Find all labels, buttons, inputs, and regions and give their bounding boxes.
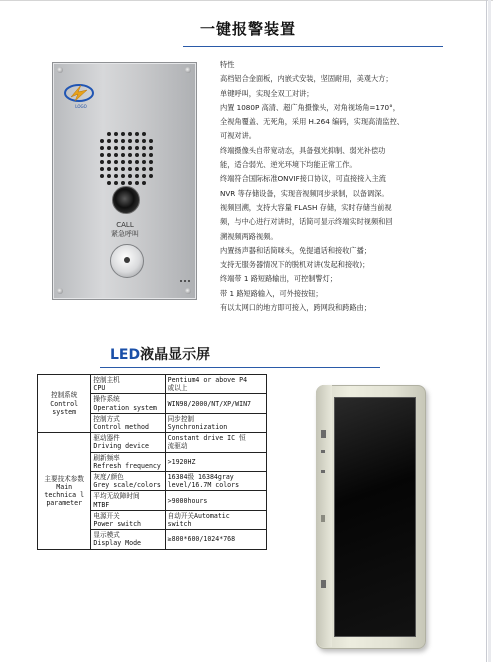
port-icon [321, 430, 326, 438]
port-icon [321, 470, 325, 473]
feature-line: 内置扬声器和话简咪头，免提通话和接收广播； [220, 245, 371, 255]
feature-list [220, 58, 482, 315]
led-heading-cn: 液晶显示屏 [140, 347, 211, 363]
features-heading: 特性 [220, 60, 235, 69]
feature-line: 可视对讲。 [220, 131, 256, 141]
table-row [38, 375, 267, 394]
led-heading-en: LED [110, 347, 141, 363]
call-label [105, 221, 145, 239]
alarm-device-image [52, 62, 197, 300]
feature-line: 终端带 1 路短路输出，可控制警灯； [220, 274, 337, 284]
spec-param: 刷新频率 Refresh frequency [91, 452, 165, 471]
spec-param: 操作系统 Operation system [91, 394, 165, 413]
spec-value: 自动开关Automatic switch [165, 510, 266, 529]
spec-value: 16384级 16384gray level/16.7M colors [165, 472, 266, 491]
spec-param: 灰度/颜色 Grey scale/colors [91, 472, 165, 491]
call-label-en: CALL [116, 221, 134, 229]
spec-param: 驱动器件 Driving device [91, 433, 165, 452]
title-underline [183, 46, 443, 47]
screw-icon [57, 67, 63, 73]
speaker-grille [91, 123, 161, 193]
spec-value: WIN98/2000/NT/XP/WIN7 [165, 394, 266, 413]
call-label-cn: 紧急呼叫 [111, 230, 139, 238]
port-icon [321, 580, 326, 588]
feature-line: 带 1 路短路输入，可外接按钮； [220, 288, 323, 298]
port-icon [321, 515, 325, 522]
camera-lens-icon [112, 186, 140, 214]
feature-line: 高档铝合金面板，内嵌式安装，坚固耐用，美观大方； [220, 74, 393, 84]
spec-param: 控制方式 Control method [91, 413, 165, 432]
spec-param: 平均无故障时间 MTBF [91, 491, 165, 510]
led-heading-underline [100, 367, 380, 368]
indicator-dots [180, 267, 194, 271]
feature-line: 终端摄像头自带宽动态，具备强光抑制、弱光补偿功 [220, 145, 386, 155]
spec-value: >1920HZ [165, 452, 266, 471]
spec-value: >9000hours [165, 491, 266, 510]
feature-line: 终端符合国际标准ONVIF接口协议，可直接接入主流 [220, 174, 386, 184]
feature-line: NVR 等存储设备，实现音视频同步录制，以备调深。 [220, 188, 389, 198]
spec-table [37, 374, 267, 550]
call-button-center [124, 257, 130, 263]
feature-line: 单键呼叫，实现全双工对讲； [220, 88, 314, 98]
feature-line: 溯视频两路视频。 [220, 231, 278, 241]
brand-logo-text: LOGO [75, 104, 87, 109]
screw-icon [185, 288, 191, 294]
feature-line: 能，适合弱光、逆光环境下均能正常工作。 [220, 160, 357, 170]
feature-line: 视频回溯，支持大容量 FLASH 存储，实时存储当前视 [220, 202, 392, 212]
feature-line: 支持无服务器情况下的脱机对讲(发起和接收)； [220, 260, 370, 270]
feature-line: 全视角覆盖、无死角，采用 H.264 编码，实现高清监控、 [220, 117, 404, 127]
brand-logo-icon [63, 81, 95, 103]
feature-line: 频，与中心进行对讲时，话简可显示终端实时视频和回 [220, 217, 393, 227]
led-screen [334, 397, 416, 637]
spec-param: 控制主机 CPU [91, 375, 165, 394]
screw-icon [185, 67, 191, 73]
spec-param: 电源开关 Power switch [91, 510, 165, 529]
table-row [38, 433, 267, 452]
call-button [110, 244, 144, 278]
spec-param: 显示模式 Display Mode [91, 530, 165, 549]
screw-icon [57, 288, 63, 294]
spec-group-control: 控制系统 Control system [38, 375, 91, 433]
led-section-heading [110, 344, 210, 364]
right-border [488, 0, 491, 662]
feature-line: 有以太网口的地方即可接入，跨网段和跨路由； [220, 303, 371, 313]
top-border [0, 0, 493, 1]
spec-group-main: 主要技术参数 Main technica l parameter [38, 433, 91, 549]
spec-value: ≥800*600/1024*768 [165, 530, 266, 549]
port-icon [321, 450, 325, 453]
spec-value: Constant drive IC 恒 流驱动 [165, 433, 266, 452]
right-border-line [486, 0, 487, 662]
spec-value: Pentium4 or above P4 或以上 [165, 375, 266, 394]
feature-line: 内置 1080P 高清、超广角摄像头，对角视场角=170°， [220, 102, 400, 112]
page-title: 一键报警装置 [200, 20, 297, 38]
spec-value: 同步控制 Synchronization [165, 413, 266, 432]
